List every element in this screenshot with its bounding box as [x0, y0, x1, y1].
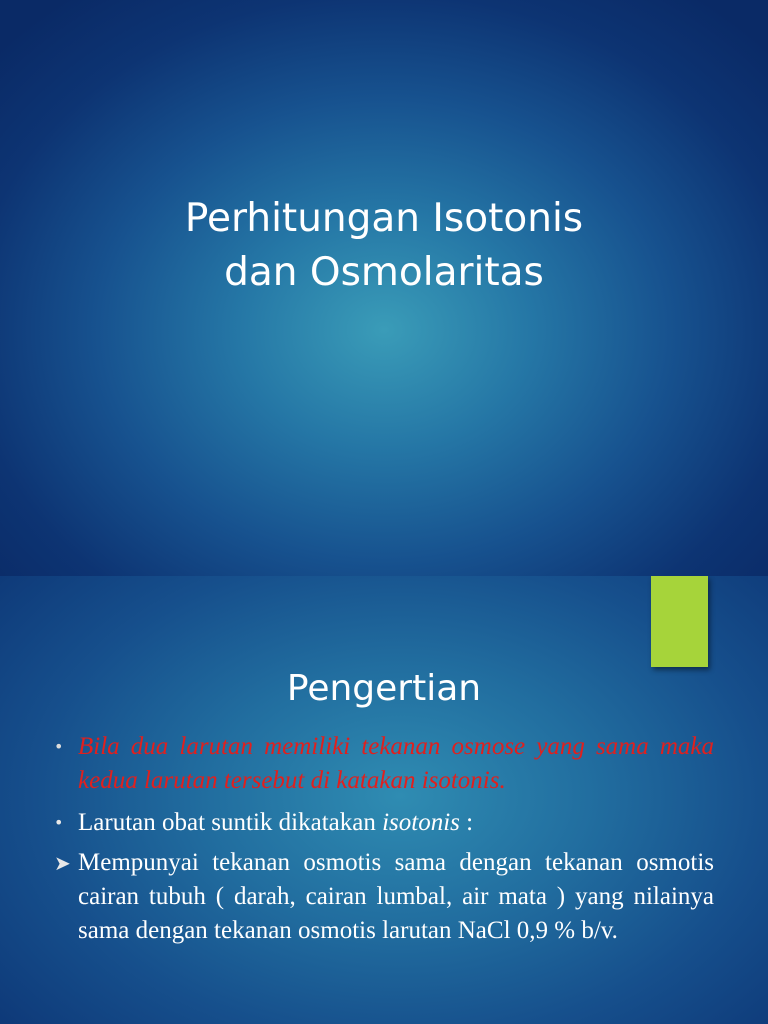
slide-pengertian — [0, 576, 768, 1024]
slide-content — [54, 730, 714, 948]
title-line-1: Perhitungan Isotonis — [184, 196, 584, 241]
bullet-definition-text: Bila dua larutan memiliki tekanan osmose yang sama maka kedua larutan tersebut di katakan isotonis. — [78, 733, 714, 794]
slide-heading: Pengertian — [286, 668, 482, 709]
bullet-definition — [54, 730, 714, 798]
green-accent-bar — [651, 576, 708, 667]
bullet-text-prefix: Larutan obat suntik dikatakan — [78, 809, 383, 836]
bullet-osmotic-text: Mempunyai tekanan osmotis sama dengan tekanan osmotis cairan tubuh ( darah, cairan lumbal, air mata ) yang nilainya sama dengan tekanan osmotis larutan NaCl 0,9 % b/v. — [78, 849, 714, 944]
title-line-2: dan Osmolaritas — [224, 250, 544, 295]
arrow-bullet-icon: ➤ — [54, 851, 71, 875]
bullet-text-suffix: : — [459, 809, 474, 836]
bullet-isotonic-injection — [54, 806, 714, 840]
dot-bullet-icon: • — [54, 813, 64, 832]
slide-title-heading — [0, 192, 768, 300]
dot-bullet-icon: • — [54, 737, 64, 756]
bullet-text-italic: isotonis — [382, 809, 460, 836]
bullet-osmotic-pressure — [54, 846, 714, 948]
